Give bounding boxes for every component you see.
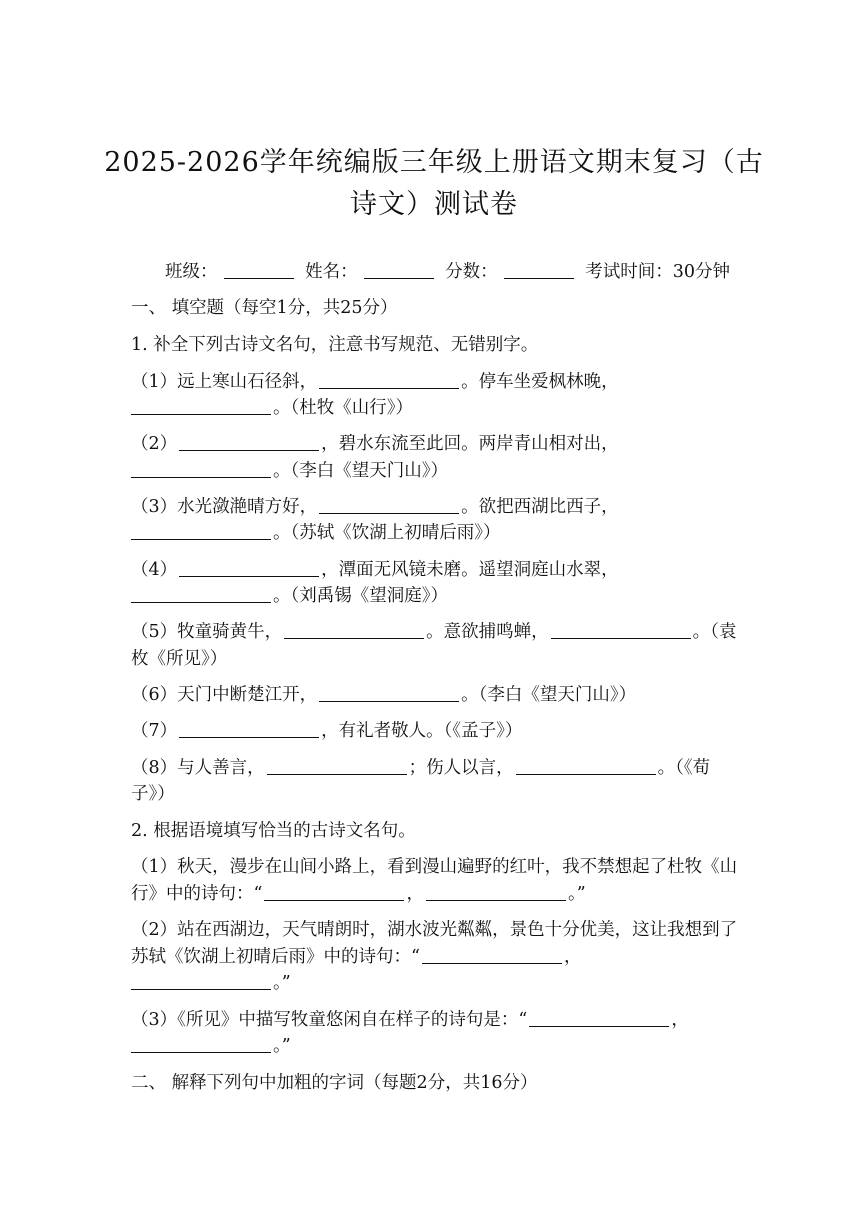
q2-item2-line3 bbox=[131, 969, 291, 994]
q1-item1-line1 bbox=[131, 368, 619, 393]
q1-item5-blank2[interactable] bbox=[551, 622, 691, 639]
class-blank[interactable] bbox=[224, 262, 294, 279]
q2-item1-blank1[interactable] bbox=[264, 884, 404, 901]
q1-item8-text-b: ；伤人以言， bbox=[408, 758, 514, 778]
q2-item3-text-b: ， bbox=[671, 1010, 689, 1030]
exam-title-line2: 诗文）测试卷 bbox=[350, 189, 518, 220]
q2-item1-text-c: ， bbox=[406, 884, 424, 904]
q2-stem: 2. 根据语境填写恰当的古诗文名句。 bbox=[131, 821, 416, 841]
q2-item2-text-c: ， bbox=[563, 947, 582, 967]
q1-item2-blank1[interactable] bbox=[179, 434, 319, 451]
q1-item6 bbox=[131, 681, 636, 706]
q2-item1-blank2[interactable] bbox=[426, 884, 566, 901]
q1-item5-text-b: 。意欲捕鸣蝉， bbox=[426, 622, 549, 642]
q1-item3-blank1[interactable] bbox=[319, 497, 459, 514]
q1-item2-text-a: （2） bbox=[131, 434, 178, 454]
q1-item6-text-a: （6）天门中断楚江开， bbox=[131, 685, 318, 705]
q2-item1-text-b: 行》中的诗句：“ bbox=[131, 884, 263, 904]
q1-item1-text-c: 。（杜牧《山行》） bbox=[273, 398, 413, 418]
q2-item2-blank1[interactable] bbox=[422, 947, 562, 964]
q1-item8-text-c: 。（《荀 bbox=[657, 758, 711, 778]
q1-item7-text-b: ，有礼者敬人。（《孟子》） bbox=[321, 721, 523, 741]
section1-heading: 一、 填空题（每空1分，共25分） bbox=[131, 298, 398, 318]
q1-item1-text-a: （1）远上寒山石径斜， bbox=[131, 372, 318, 392]
q1-item8-line1 bbox=[131, 754, 710, 779]
q2-item2-line1: （2）站在西湖边，天气晴朗时，湖水波光粼粼，景色十分优美，这让我想到了 bbox=[131, 920, 738, 940]
q1-item4-blank2[interactable] bbox=[131, 586, 271, 603]
q2-item2-text-b: 苏轼《饮湖上初晴后雨》中的诗句：“ bbox=[131, 947, 420, 967]
q1-item1-line2 bbox=[131, 394, 413, 419]
time-label: 考试时间：30分钟 bbox=[585, 262, 731, 282]
q1-item4-text-a: （4） bbox=[131, 560, 178, 580]
name-blank[interactable] bbox=[364, 262, 434, 279]
q2-item3-line1 bbox=[131, 1006, 689, 1031]
q1-item1-blank1[interactable] bbox=[319, 372, 459, 389]
q2-item3-blank1[interactable] bbox=[529, 1010, 669, 1027]
q1-item1-blank2[interactable] bbox=[131, 398, 271, 415]
q1-item8-text-a: （8）与人善言， bbox=[131, 758, 265, 778]
q2-item3-line2 bbox=[131, 1032, 291, 1057]
q2-item3-text-a: （3）《所见》中描写牧童悠闲自在样子的诗句是：“ bbox=[131, 1010, 528, 1030]
section2-heading: 二、 解释下列句中加粗的字词（每题2分，共16分） bbox=[131, 1073, 538, 1093]
q1-item6-text-b: 。（李白《望天门山》） bbox=[461, 685, 637, 705]
q1-item4-text-b: ，潭面无风镜未磨。遥望洞庭山水翠， bbox=[321, 560, 619, 580]
q1-item4-blank1[interactable] bbox=[179, 560, 319, 577]
q1-item3-line2 bbox=[131, 519, 501, 544]
q1-item4-text-c: 。（刘禹锡《望洞庭》） bbox=[273, 586, 448, 606]
q1-item2-text-c: 。（李白《望天门山》） bbox=[273, 461, 448, 481]
q2-item2-text-d: 。” bbox=[273, 973, 291, 993]
q1-item7 bbox=[131, 717, 522, 742]
exam-title-line1: 2025-2026学年统编版三年级上册语文期末复习（古 bbox=[104, 147, 764, 178]
q1-item2-blank2[interactable] bbox=[131, 461, 271, 478]
q1-item5-blank1[interactable] bbox=[284, 622, 424, 639]
q1-item3-blank2[interactable] bbox=[131, 523, 271, 540]
q1-item2-text-b: ，碧水东流至此回。两岸青山相对出， bbox=[321, 434, 619, 454]
score-label: 分数： bbox=[445, 262, 498, 282]
q1-item5-text-a: （5）牧童骑黄牛， bbox=[131, 622, 283, 642]
score-blank[interactable] bbox=[504, 262, 574, 279]
q1-item5-text-c: 。（袁 bbox=[692, 622, 737, 642]
q2-item2-line2 bbox=[131, 943, 581, 968]
q1-item5-line2: 枚《所见》） bbox=[131, 649, 228, 669]
q1-item3-text-a: （3）水光潋滟晴方好， bbox=[131, 497, 318, 517]
q1-item3-text-b: 。欲把西湖比西子， bbox=[461, 497, 619, 517]
q1-item7-blank1[interactable] bbox=[179, 721, 319, 738]
q1-item2-line2 bbox=[131, 457, 448, 482]
q1-item5-line1 bbox=[131, 618, 736, 643]
q1-item4-line2 bbox=[131, 582, 448, 607]
q1-stem: 1. 补全下列古诗文名句，注意书写规范、无错别字。 bbox=[131, 335, 539, 355]
q1-item3-text-c: 。（苏轼《饮湖上初晴后雨》） bbox=[273, 523, 501, 543]
q2-item3-text-c: 。” bbox=[273, 1036, 291, 1056]
q2-item1-text-d: 。” bbox=[567, 884, 586, 904]
q2-item1-line1: （1）秋天，漫步在山间小路上，看到漫山遍野的红叶，我不禁想起了杜牧《山 bbox=[131, 857, 738, 877]
class-label: 班级： bbox=[165, 262, 218, 282]
q2-item1-line2 bbox=[131, 880, 586, 905]
q2-item3-blank2[interactable] bbox=[131, 1036, 271, 1053]
student-info-row bbox=[165, 258, 730, 283]
q1-item2-line1 bbox=[131, 430, 619, 455]
q1-item3-line1 bbox=[131, 493, 619, 518]
name-label: 姓名： bbox=[305, 262, 358, 282]
q1-item4-line1 bbox=[131, 556, 619, 581]
q1-item1-text-b: 。停车坐爱枫林晚， bbox=[461, 372, 619, 392]
q1-item8-blank2[interactable] bbox=[516, 758, 656, 775]
q2-item2-blank2[interactable] bbox=[131, 973, 271, 990]
q1-item7-text-a: （7） bbox=[131, 721, 178, 741]
q1-item8-blank1[interactable] bbox=[267, 758, 407, 775]
q1-item6-blank1[interactable] bbox=[319, 685, 459, 702]
q1-item8-line2: 子》） bbox=[131, 784, 175, 804]
